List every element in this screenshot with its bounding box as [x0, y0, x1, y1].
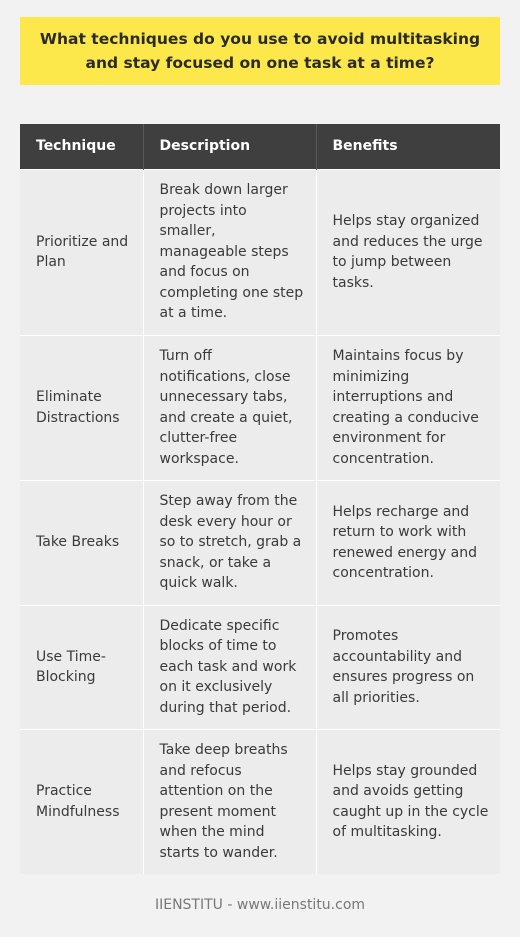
table-header-row	[20, 124, 500, 169]
technique-cell: Eliminate Distractions	[20, 335, 143, 480]
technique-cell: Take Breaks	[20, 480, 143, 605]
benefits-cell: Helps stay organized and reduces the urge to jump between tasks.	[316, 169, 500, 335]
techniques-table	[20, 124, 500, 874]
benefits-cell: Helps stay grounded and avoids getting caught up in the cycle of multitasking.	[316, 729, 500, 874]
description-cell: Turn off notifications, close unnecessary tabs, and create a quiet, clutter-free workspace.	[143, 335, 316, 480]
table-row	[20, 169, 500, 335]
title-banner	[20, 17, 500, 85]
benefits-cell: Helps recharge and return to work with renewed energy and concentration.	[316, 480, 500, 605]
description-cell: Dedicate specific blocks of time to each task and work on it exclusively during that period.	[143, 605, 316, 729]
benefits-cell: Maintains focus by minimizing interruptions and creating a conducive environment for concentration.	[316, 335, 500, 480]
table-row	[20, 729, 500, 874]
technique-cell: Practice Mindfulness	[20, 729, 143, 874]
header-benefits: Benefits	[316, 124, 500, 169]
table-row	[20, 480, 500, 605]
table-row	[20, 335, 500, 480]
description-cell: Take deep breaths and refocus attention on the present moment when the mind starts to wander.	[143, 729, 316, 874]
table-row	[20, 605, 500, 729]
header-description: Description	[143, 124, 316, 169]
technique-cell: Use Time-Blocking	[20, 605, 143, 729]
technique-cell: Prioritize and Plan	[20, 169, 143, 335]
footer-credit: IIENSTITU - www.iienstitu.com	[154, 897, 366, 913]
description-cell: Step away from the desk every hour or so to stretch, grab a snack, or take a quick walk.	[143, 480, 316, 605]
page-title: What techniques do you use to avoid multitasking and stay focused on one task at a time?	[39, 30, 481, 72]
header-technique: Technique	[20, 124, 143, 169]
benefits-cell: Promotes accountability and ensures progress on all priorities.	[316, 605, 500, 729]
description-cell: Break down larger projects into smaller, manageable steps and focus on completing one step at a time.	[143, 169, 316, 335]
